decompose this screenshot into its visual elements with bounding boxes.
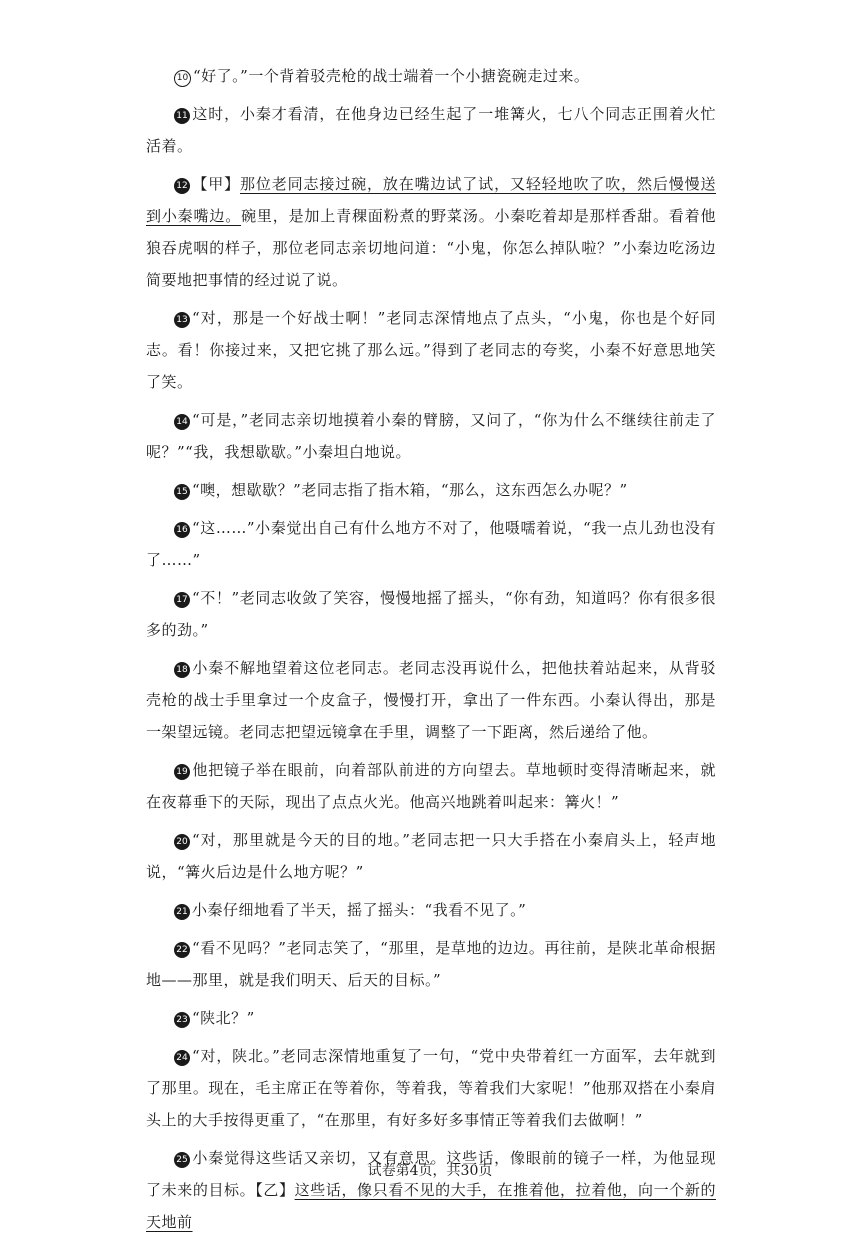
paragraph-text: 这时，小秦才看清，在他身边已经生起了一堆篝火，七八个同志正围着火忙活着。 (146, 105, 716, 155)
paragraph-text: “对，陕北。”老同志深情地重复了一句，“党中央带着红一方面军，去年就到了那里。现在，毛主席正在等着你，等着我，等着我们大家呢！”他那双搭在小秦肩头上的大手按得更重了，“在那里，有好多好多事情正等着我们去做啊！” (146, 1047, 716, 1129)
paragraph-19 (146, 754, 716, 818)
paragraph-20 (146, 824, 716, 888)
paragraph-text: “陕北？” (192, 1009, 255, 1027)
paragraph-text: “对，那是一个好战士啊！”老同志深情地点了点头，“小鬼，你也是个好同志。看！你接过来，又把它挑了那么远。”得到了老同志的夸奖，小秦不好意思地笑了笑。 (146, 309, 716, 391)
paragraph-number: 16 (174, 522, 190, 538)
paragraph-number: 13 (174, 312, 190, 328)
paragraph-text: “噢，想歇歇？”老同志指了指木箱，“那么，这东西怎么办呢？” (192, 481, 628, 499)
paragraph-22 (146, 932, 716, 996)
paragraph-17 (146, 582, 716, 646)
page-footer: 试卷第4页，共30页 (367, 1163, 493, 1179)
paragraph-number: 17 (174, 592, 190, 608)
paragraph-text: 小秦觉得这些话又亲切，又有意思。这些话，像眼前的镜子一样，为他显现了未来的目标。【乙】 (146, 1149, 716, 1199)
paragraph-24 (146, 1040, 716, 1136)
paragraph-number: 18 (174, 662, 190, 678)
paragraph-number: 14 (174, 414, 190, 430)
paragraph-number: 11 (174, 108, 190, 124)
paragraph-number: 25 (174, 1152, 190, 1168)
paragraph-text: 【甲】 (192, 175, 241, 193)
paragraph-text: “不！”老同志收敛了笑容，慢慢地摇了摇头，“你有劲，知道吗？你有很多很多的劲。” (146, 589, 716, 639)
paragraph-number: 22 (174, 942, 190, 958)
paragraph-16 (146, 512, 716, 576)
paragraph-text: 小秦仔细地看了半天，摇了摇头：“我看不见了。” (192, 901, 527, 919)
underlined-sentence: 那位老同志接过碗，放在嘴边试了试，又轻轻地吹了吹，然后慢慢送到小秦嘴边。 (146, 175, 716, 225)
paragraph-number: 15 (174, 484, 190, 500)
paragraph-text: “看不见吗？”老同志笑了，“那里，是草地的边边。再往前，是陕北革命根据地——那里，就是我们明天、后天的目标。” (146, 939, 716, 989)
paragraph-text: “可是，”老同志亲切地摸着小秦的臂膀，又问了，“你为什么不继续往前走了呢？”“我，我想歇歇。”小秦坦白地说。 (146, 411, 716, 461)
paragraph-11 (146, 98, 716, 162)
paragraph-25 (146, 1142, 716, 1238)
article-body (146, 60, 716, 1244)
paragraph-number: 24 (174, 1050, 190, 1066)
paragraph-text: 他把镜子举在眼前，向着部队前进的方向望去。草地顿时变得清晰起来，就在夜幕垂下的天际，现出了点点火光。他高兴地跳着叫起来：篝火！” (146, 761, 716, 811)
underlined-sentence: 这些话，像只看不见的大手，在推着他，拉着他，向一个新的天地前 (146, 1181, 716, 1231)
paragraph-number: 19 (174, 764, 190, 780)
paragraph-text: “这……”小秦觉出自己有什么地方不对了，他嗫嚅着说，“我一点儿劲也没有了……” (146, 519, 716, 569)
paragraph-15 (146, 474, 716, 506)
paragraph-21 (146, 894, 716, 926)
paragraph-text-continued: 碗里，是加上青稞面粉煮的野菜汤。小秦吃着却是那样香甜。看着他狼吞虎咽的样子，那位老同志亲切地问道：“小鬼，你怎么掉队啦？”小秦边吃汤边简要地把事情的经过说了说。 (146, 207, 716, 289)
paragraph-10 (146, 60, 716, 92)
paragraph-text: “好了。”一个背着驳壳枪的战士端着一个小搪瓷碗走过来。 (193, 67, 590, 85)
paragraph-14 (146, 404, 716, 468)
paragraph-number: 21 (174, 904, 190, 920)
paragraph-18 (146, 652, 716, 748)
paragraph-number: 12 (174, 178, 190, 194)
paragraph-13 (146, 302, 716, 398)
paragraph-number: 23 (174, 1012, 190, 1028)
paragraph-text: 小秦不解地望着这位老同志。老同志没再说什么，把他扶着站起来，从背驳壳枪的战士手里拿过一个皮盒子，慢慢打开，拿出了一件东西。小秦认得出，那是一架望远镜。老同志把望远镜拿在手里，调整了一下距离，然后递给了他。 (146, 659, 716, 741)
paragraph-12 (146, 168, 716, 296)
paragraph-number: 20 (174, 834, 190, 850)
paragraph-23 (146, 1002, 716, 1034)
paragraph-number: 10 (174, 70, 191, 87)
paragraph-text: “对，那里就是今天的目的地。”老同志把一只大手搭在小秦肩头上，轻声地说，“篝火后边是什么地方呢？” (146, 831, 716, 881)
